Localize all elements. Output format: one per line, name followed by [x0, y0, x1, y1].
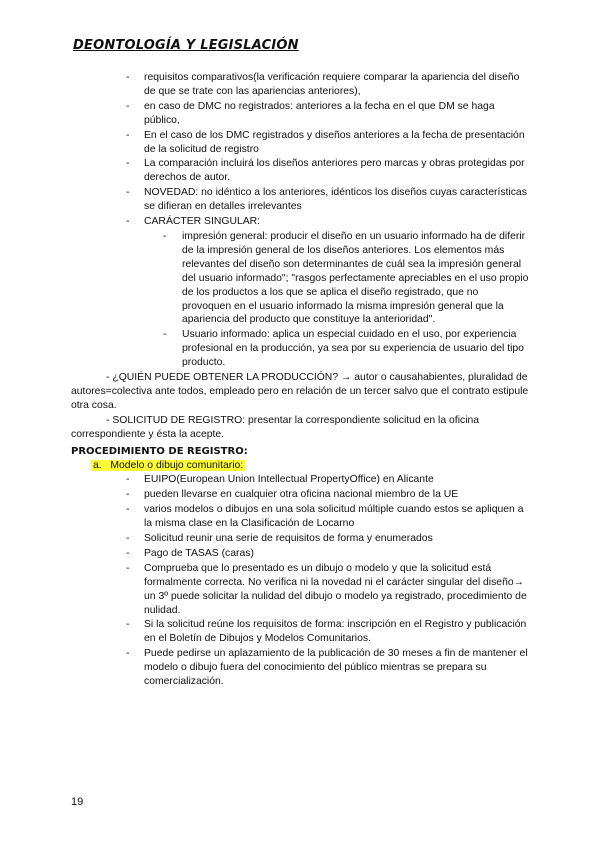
list-item-singular: [71, 215, 529, 370]
list-item: - NOVEDAD: no idéntico a los anteriores, idénticos los diseños cuyas características se difieran en detalles irrelevantes: [71, 186, 529, 214]
subsection-title: Modelo o dibujo comunitario:: [110, 460, 244, 472]
document-body: [71, 71, 529, 690]
list-item: - en caso de DMC no registrados: anteriores a la fecha en el que DM se haga público,: [71, 100, 529, 128]
list-item-label: CARÁCTER SINGULAR:: [144, 216, 261, 228]
list-item: - Pago de TASAS (caras): [71, 547, 529, 561]
singular-sublist: [144, 230, 529, 370]
section-heading: PROCEDIMIENTO DE REGISTRO:: [71, 445, 248, 457]
list-item: - Comprueba que lo presentado es un dibujo o modelo y que la solicitud está formalmente correcta. No verifica ni la novedad ni el carácter singular del diseño→ un 3º puede solicitar la nulidad del dibujo o modelo ya registrado, procedimiento de nulidad.: [71, 562, 529, 618]
list-item: - Puede pedirse un aplazamiento de la publicación de 30 meses a fin de mantener el modelo o dibujo fuera del conocimiento del público mientras se prepara su comercialización.: [71, 647, 529, 689]
subsection-heading: [71, 459, 529, 473]
subsection-marker: a.: [93, 460, 102, 472]
list-item: - En el caso de los DMC registrados y diseños anteriores a la fecha de presentación de la solicitud de registro: [71, 129, 529, 157]
list-item: - Si la solicitud reúne los requisitos de forma: inscripción en el Registro y publicación en el Boletín de Dibujos y Modelos Comunitarios.: [71, 618, 529, 646]
list-item: - varios modelos o dibujos en una sola solicitud múltiple cuando estos se apliquen a la misma clase en la Clasificación de Locarno: [71, 503, 529, 531]
page-title: DEONTOLOGÍA Y LEGISLACIÓN: [73, 38, 299, 53]
list-item: - EUIPO(European Union Intellectual PropertyOffice) en Alicante: [71, 473, 529, 487]
requirements-list: [71, 71, 529, 370]
list-item: - pueden llevarse en cualquier otra oficina nacional miembro de la UE: [71, 488, 529, 502]
highlighted-subtitle: [91, 460, 245, 471]
page-number: 19: [71, 796, 84, 808]
paragraph-application: - SOLICITUD DE REGISTRO: presentar la correspondiente solicitud en la oficina correspondiente y ésta la acepte.: [71, 414, 480, 440]
list-item: - La comparación incluirá los diseños anteriores pero marcas y obras protegidas por derechos de autor.: [71, 157, 529, 185]
sublist-item: - impresión general: producir el diseño en un usuario informado ha de diferir de la impresión general de los diseños anteriores. Los elementos más relevantes del diseño son determinantes de cuál sea la impresión general del usuario informado"; "rasgos perfectamente apreciables en el uso propio de los productos a los que se aplica el diseño registrado, que no provoquen en el usuario informado la misma impresión general que la apariencia del producto que constituye la anterioridad".: [144, 230, 529, 327]
list-item: - Solicitud reunir una serie de requisitos de forma y enumerados: [71, 532, 529, 546]
sublist-item: - Usuario informado: aplica un especial cuidado en el uso, por experiencia profesional en la producción, ya sea por su experiencia de usuario del tipo producto.: [144, 328, 529, 370]
paragraph-who: - ¿QUIÉN PUEDE OBTENER LA PRODUCCIÓN? → autor o causahabientes, pluralidad de autores=colectiva ante todos, empleado pero en relación de un tercer salvo que el contrato estipule otra cosa.: [71, 372, 529, 411]
list-item: - requisitos comparativos(la verificación requiere comparar la apariencia del diseño de que se trate con las apariencias anteriores),: [71, 71, 529, 99]
procedure-list: [71, 473, 529, 689]
